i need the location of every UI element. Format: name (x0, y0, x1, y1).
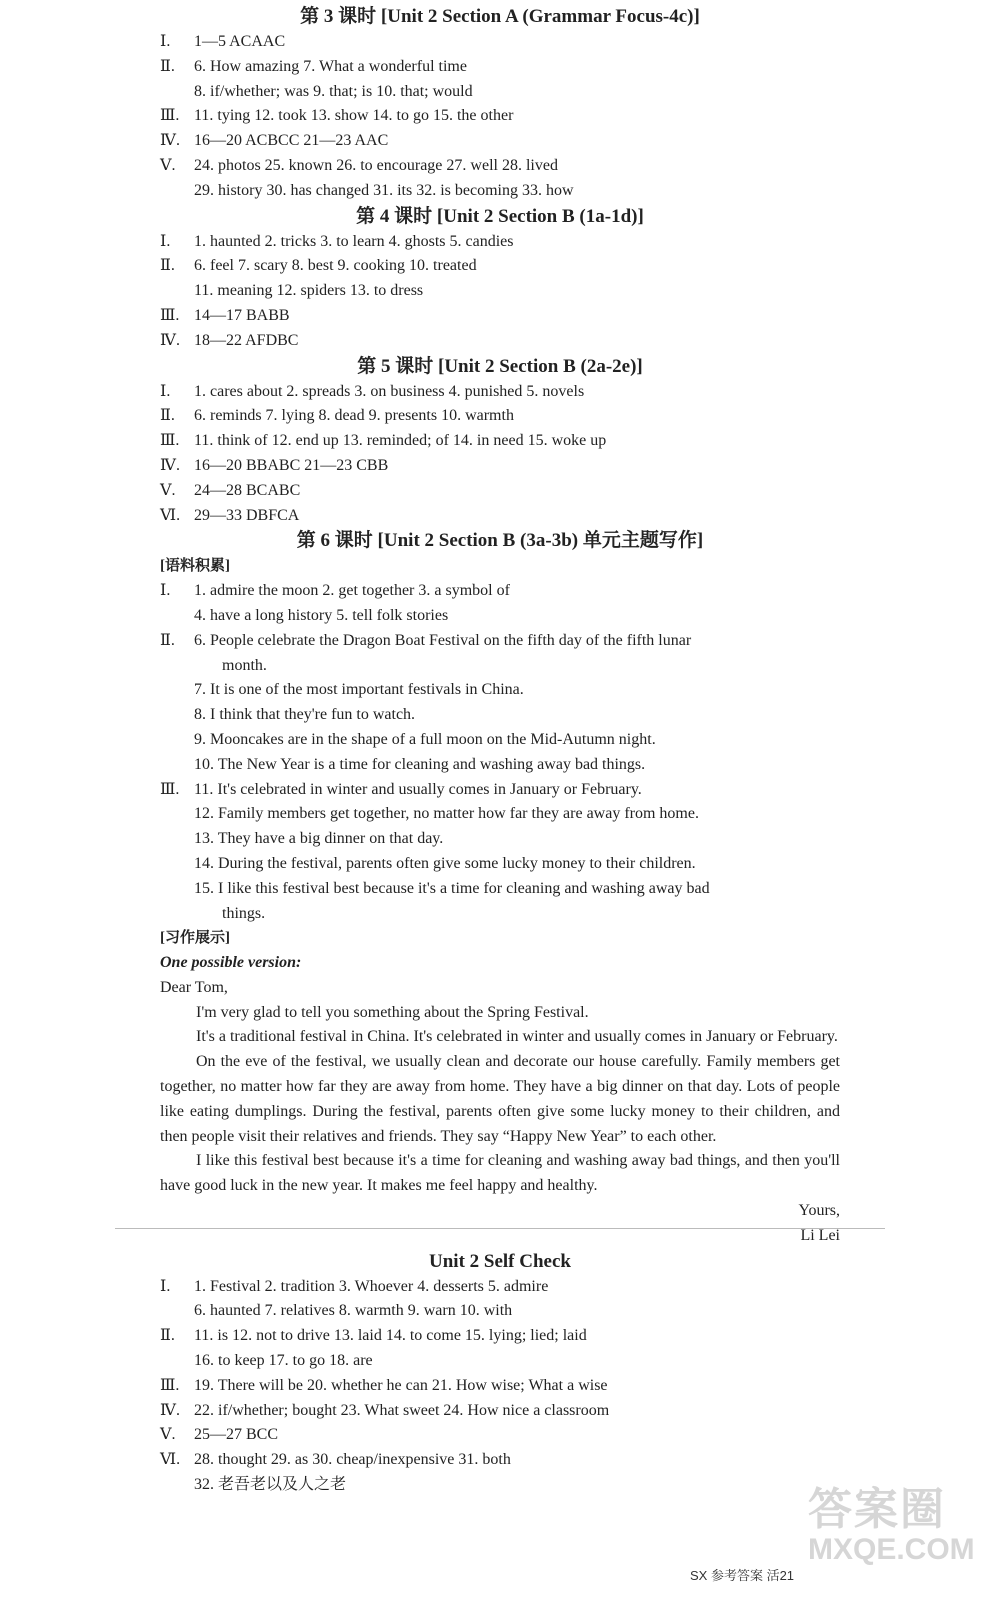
writing-subheading: [习作展示] (160, 930, 230, 947)
answer-line (160, 1448, 840, 1473)
self-check-heading: Unit 2 Self Check (429, 1250, 571, 1272)
section-6-answers (160, 579, 840, 926)
answer-text: 29. history 30. has changed 31. its 32. is becoming 33. how (194, 181, 574, 199)
letter-paragraph: I like this festival best because it's a time for cleaning and washing away bad things, and then you'll have good luck in the new year. It makes me feel happy and healthy. (160, 1152, 840, 1195)
answer-line (160, 1374, 840, 1399)
answer-line (160, 129, 840, 154)
answer-text: 14. During the festival, parents often give some lucky money to their children. (194, 854, 696, 872)
answer-line (160, 404, 840, 429)
answer-line (160, 179, 840, 204)
answer-text: 14—17 BABB (194, 306, 290, 324)
roman-numeral: Ⅲ. (160, 780, 180, 798)
answer-line (160, 703, 840, 728)
answer-text: 8. I think that they're fun to watch. (194, 706, 416, 724)
roman-numeral: Ⅱ. (160, 1327, 175, 1345)
answer-line (160, 629, 840, 654)
answer-text: 1. Festival 2. tradition 3. Whoever 4. desserts 5. admire (194, 1277, 549, 1295)
answer-text: 1. haunted 2. tricks 3. to learn 4. ghosts 5. candies (194, 232, 514, 250)
page-footer: SX 参考答案 活21 (690, 1568, 795, 1583)
answer-line (160, 279, 840, 304)
answer-text: 1. admire the moon 2. get together 3. a symbol of (194, 582, 510, 600)
answer-text: 11. think of 12. end up 13. reminded; of 14. in need 15. woke up (194, 432, 607, 450)
answer-text: 19. There will be 20. whether he can 21. How wise; What a wise (194, 1376, 608, 1394)
answer-line (160, 802, 840, 827)
roman-numeral: Ⅳ. (160, 132, 180, 150)
answer-text: 6. reminds 7. lying 8. dead 9. presents 10. warmth (194, 407, 514, 425)
answer-text: 29—33 DBFCA (194, 506, 300, 524)
section-3-answers (160, 30, 840, 204)
answer-line (160, 479, 840, 504)
answer-line (160, 852, 840, 877)
section-6-heading: 第 6 课时 [Unit 2 Section B (3a-3b) 单元主题写作] (296, 530, 704, 552)
section-4-answers (160, 230, 840, 354)
answer-text: 16—20 ACBCC 21—23 AAC (194, 132, 389, 150)
roman-numeral: Ⅱ. (160, 407, 175, 425)
answer-line (160, 329, 840, 354)
answer-line (160, 1473, 840, 1498)
answer-line (160, 304, 840, 329)
answer-text: 6. feel 7. scary 8. best 9. cooking 10. treated (194, 257, 477, 275)
corpus-subheading: [语料积累] (160, 558, 230, 575)
answer-line (160, 55, 840, 80)
answer-line (160, 80, 840, 105)
answer-text: 8. if/whether; was 9. that; is 10. that; would (194, 82, 473, 100)
answer-text: 1—5 ACAAC (194, 33, 286, 50)
answer-line (160, 30, 840, 55)
answer-text: 9. Mooncakes are in the shape of a full moon on the Mid-Autumn night. (194, 730, 656, 748)
answer-text: 16—20 BBABC 21—23 CBB (194, 456, 389, 474)
roman-numeral: Ⅵ. (160, 1451, 181, 1469)
answer-line (160, 654, 840, 679)
answer-text: 4. have a long history 5. tell folk stories (194, 606, 449, 624)
roman-numeral: Ⅴ. (160, 481, 176, 499)
answer-text: month. (222, 656, 267, 674)
answer-text: 12. Family members get together, no matter how far they are away from home. (194, 805, 699, 823)
section-3-heading: 第 3 课时 [Unit 2 Section A (Grammar Focus-4c)] (300, 6, 700, 27)
answer-text: 16. to keep 17. to go 18. are (194, 1352, 373, 1370)
roman-numeral: Ⅴ. (160, 1426, 176, 1444)
answer-text: things. (222, 904, 266, 922)
answer-line (160, 104, 840, 129)
watermark-logo-text: 答案圈 (808, 1485, 946, 1534)
watermark-domain: MXQE.COM (808, 1533, 975, 1566)
answer-content (160, 4, 840, 1498)
answer-line (160, 1324, 840, 1349)
answer-line (160, 380, 840, 405)
answer-line (160, 1399, 840, 1424)
letter-greeting: Dear Tom, (160, 978, 228, 996)
answer-text: 11. is 12. not to drive 13. laid 14. to come 15. lying; lied; laid (194, 1327, 587, 1345)
roman-numeral: Ⅴ. (160, 156, 176, 174)
roman-numeral: Ⅳ. (160, 1401, 180, 1419)
answer-text: 7. It is one of the most important festivals in China. (194, 681, 524, 699)
answer-line (160, 1275, 840, 1300)
answer-line (160, 454, 840, 479)
answer-text: 28. thought 29. as 30. cheap/inexpensive 31. both (194, 1451, 511, 1469)
answer-line (160, 877, 840, 902)
answer-line (160, 1423, 840, 1448)
roman-numeral: Ⅰ. (160, 382, 171, 400)
answer-text: 25—27 BCC (194, 1426, 279, 1444)
letter-closing: Yours, (798, 1202, 840, 1220)
answer-line (160, 902, 840, 927)
answer-text: 22. if/whether; bought 23. What sweet 24. How nice a classroom (194, 1401, 610, 1419)
section-5-answers (160, 380, 840, 529)
answer-line (160, 1299, 840, 1324)
answer-line (160, 254, 840, 279)
roman-numeral: Ⅰ. (160, 582, 171, 600)
answer-text: 6. How amazing 7. What a wonderful time (194, 57, 467, 75)
answer-text: 10. The New Year is a time for cleaning and washing away bad things. (194, 755, 646, 773)
roman-numeral: Ⅱ. (160, 257, 175, 275)
answer-text: 11. tying 12. took 13. show 14. to go 15. the other (194, 107, 514, 125)
roman-numeral: Ⅳ. (160, 331, 180, 349)
answer-line (160, 1349, 840, 1374)
section-4-heading: 第 4 课时 [Unit 2 Section B (1a-1d)] (356, 205, 644, 227)
letter-paragraph: I'm very glad to tell you something about the Spring Festival. (196, 1003, 589, 1021)
answer-text: 24—28 BCABC (194, 481, 301, 499)
answer-text: 1. cares about 2. spreads 3. on business 4. punished 5. novels (194, 382, 585, 400)
answer-text: 11. meaning 12. spiders 13. to dress (194, 282, 424, 300)
letter-signature: Li Lei (800, 1226, 840, 1244)
answer-text: 15. I like this festival best because it's a time for cleaning and washing away bad (194, 879, 710, 897)
roman-numeral: Ⅱ. (160, 57, 175, 75)
answer-line (160, 753, 840, 778)
answer-line (160, 230, 840, 255)
answer-text: 11. It's celebrated in winter and usually comes in January or February. (194, 780, 642, 798)
roman-numeral: Ⅲ. (160, 1376, 180, 1394)
answer-text: 18—22 AFDBC (194, 331, 299, 349)
answer-line (160, 604, 840, 629)
letter-paragraph: It's a traditional festival in China. It's celebrated in winter and usually comes in January or February. (196, 1028, 838, 1046)
answer-line (160, 728, 840, 753)
self-check-answers (160, 1275, 840, 1498)
answer-text: 6. People celebrate the Dragon Boat Festival on the fifth day of the fifth lunar (194, 631, 692, 649)
roman-numeral: Ⅰ. (160, 232, 171, 250)
answer-text: 13. They have a big dinner on that day. (194, 830, 444, 848)
answer-line (160, 504, 840, 529)
answer-line (160, 154, 840, 179)
answer-text: 6. haunted 7. relatives 8. warmth 9. warn 10. with (194, 1302, 513, 1320)
roman-numeral: Ⅲ. (160, 306, 180, 324)
roman-numeral: Ⅱ. (160, 631, 175, 649)
roman-numeral: Ⅰ. (160, 33, 171, 50)
roman-numeral: Ⅵ. (160, 506, 181, 524)
answer-line (160, 579, 840, 604)
answer-line (160, 778, 840, 803)
answer-line (160, 429, 840, 454)
letter-paragraph: On the eve of the festival, we usually clean and decorate our house carefully. Family members get together, no matter how far they are away from home. They have a big dinner on that day. Lots of people like eating dumplings. During the festival, parents often give some lucky money to their children, and then people visit their relatives and friends. They say “Happy New Year” to each other. (160, 1053, 840, 1145)
site-watermark (808, 1486, 975, 1566)
answer-line (160, 827, 840, 852)
roman-numeral: Ⅳ. (160, 456, 180, 474)
roman-numeral: Ⅰ. (160, 1277, 171, 1295)
section-5-heading: 第 5 课时 [Unit 2 Section B (2a-2e)] (357, 355, 643, 377)
answer-text: 32. 老吾老以及人之老 (194, 1476, 347, 1494)
answer-line (160, 678, 840, 703)
version-label: One possible version: (160, 954, 302, 972)
answer-text: 24. photos 25. known 26. to encourage 27. well 28. lived (194, 156, 558, 174)
roman-numeral: Ⅲ. (160, 432, 180, 450)
roman-numeral: Ⅲ. (160, 107, 180, 125)
